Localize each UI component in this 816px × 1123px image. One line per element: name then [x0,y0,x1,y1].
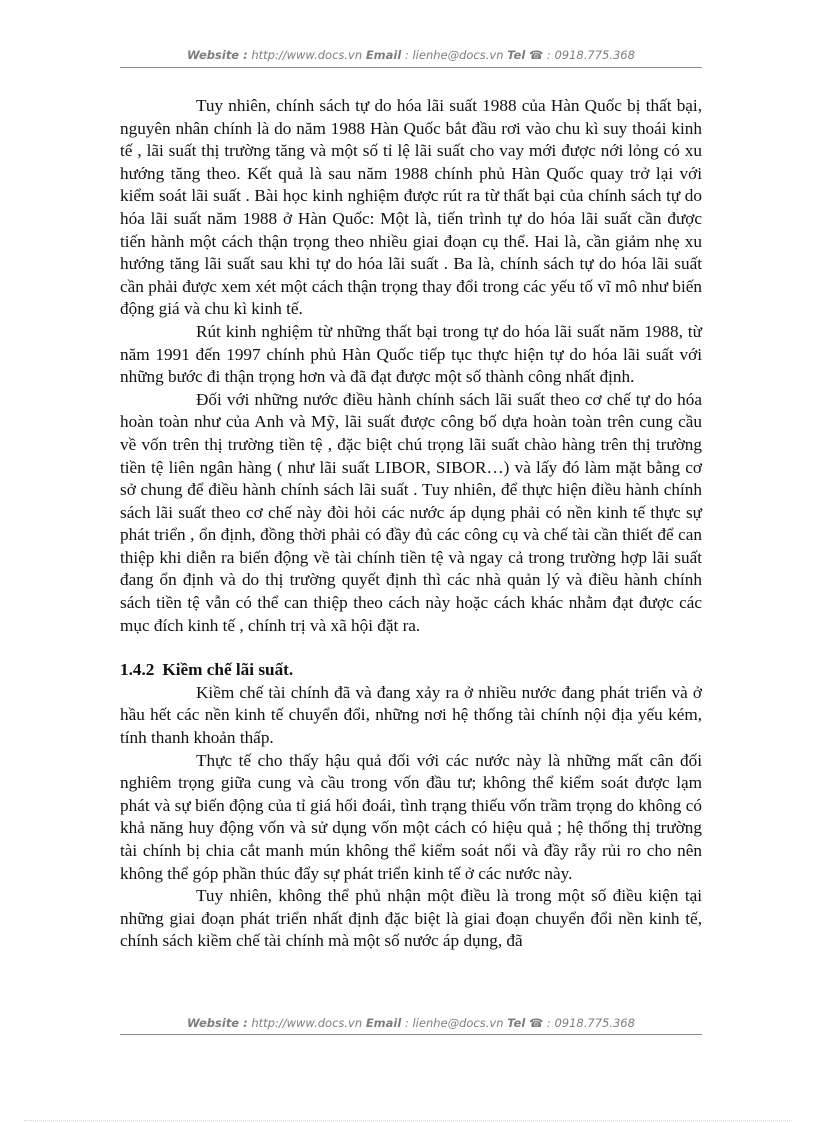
page-header [120,48,702,64]
header-tel-value: : 0918.775.368 [546,48,635,62]
footer-email-value[interactable]: : lienhe@docs.vn [404,1016,504,1030]
header-website-url[interactable]: http://www.docs.vn [251,48,363,62]
footer-website-url[interactable]: http://www.docs.vn [251,1016,363,1030]
footer-rule [120,1034,702,1035]
paragraph: Tuy nhiên, chính sách tự do hóa lãi suất 1988 của Hàn Quốc bị thất bại, nguyên nhân chính là do năm 1988 Hàn Quốc bắt đầu rơi vào chu kì suy thoái kinh tế , lãi suất thị trường tăng và một số tỉ lệ lãi suất cho vay mới được nới lỏng có xu hướng tăng theo. Kết quả là sau năm 1988 chính phủ Hàn Quốc quay trở lại với kiểm soát lãi suất . Bài học kinh nghiệm được rút ra từ thất bại của chính sách tự do hóa lãi suất năm 1988 ở Hàn Quốc: Một là, tiến trình tự do hóa lãi suất cần được tiến hành một cách thận trọng theo nhiều giai đoạn cụ thể. Hai là, cần giảm nhẹ xu hướng tăng lãi suất sau khi tự do hóa lãi suất . Ba là, chính sách tự do hóa lãi suất cần phải được xem xét một cách thận trọng thay đổi trong các yếu tố vĩ mô như biến động giá và chu kì kinh tế. [120,96,702,319]
section-heading [120,659,702,682]
header-website-label: Website : [187,48,248,62]
paragraph: Thực tế cho thấy hậu quả đối với các nước này là những mất cân đối nghiêm trọng giữa cung và cầu trong vốn đầu tư; không thể kiểm soát được lạm phát và sự biến động của tỉ giá hối đoái, tình trạng thiếu vốn trầm trọng do không có khả năng huy động vốn và sử dụng vốn một cách có hiệu quả ; hệ thống thị trường tài chính bị chia cắt manh mún không thể kiểm soát nổi và đầy rẫy rủi ro cho nên không thể góp phần thúc đẩy sự phát triển kinh tế ở các nước này. [120,750,702,883]
footer-tel-value: : 0918.775.368 [546,1016,635,1030]
page-footer [120,1016,702,1032]
footer-tel-label: Tel [507,1016,526,1030]
section-number: 1.4.2 [120,660,155,680]
header-tel-label: Tel [507,48,526,62]
paragraph: Rút kinh nghiệm từ những thất bại trong tự do hóa lãi suất năm 1988, từ năm 1991 đến 1997 chính phủ Hàn Quốc tiếp tục thực hiện tự do hóa lãi suất với những bước đi thận trọng hơn và đã đạt được một số thành công nhất định. [120,321,702,387]
paragraph: Kiềm chế tài chính đã và đang xảy ra ở nhiều nước đang phát triển và ở hầu hết các nền kinh tế chuyển đổi, những nơi hệ thống tài chính nội địa yếu kém, tính thanh khoản thấp. [120,682,702,748]
header-email-value[interactable]: : lienhe@docs.vn [404,48,504,62]
phone-icon: ☎ [528,48,544,62]
header-rule [120,67,702,68]
paragraph: Đối với những nước điều hành chính sách lãi suất theo cơ chế tự do hóa hoàn toàn như của Anh và Mỹ, lãi suất được công bố dựa hoàn toàn trên cung cầu về vốn trên thị trường tiền tệ , đặc biệt chú trọng lãi suất chào hàng trên thị trường tiền tệ liên ngân hàng ( như lãi suất LIBOR, SIBOR…) và lấy đó làm mặt bằng cơ sở chung để điều hành chính sách lãi suất . Tuy nhiên, để thực hiện điều hành chính sách lãi suất theo cơ chế này đòi hỏi các nước áp dụng phải có nền kinh tế thực sự phát triển , ổn định, đồng thời phải có đầy đủ các công cụ và chế tài cần thiết để can thiệp khi diễn ra biến động về tài chính tiền tệ và ngay cả trong trường hợp lãi suất đang ổn định và do thị trường quyết định thì các nhà quản lý và điều hành chính sách tiền tệ vẫn có thể can thiệp theo cách này hoặc cách khác nhằm đạt được các mục đích kinh tế , chính trị và xã hội đặt ra. [120,389,702,635]
section-title: Kiềm chế lãi suất. [162,660,294,680]
header-email-label: Email [365,48,402,62]
footer-email-label: Email [365,1016,402,1030]
footer-website-label: Website : [187,1016,248,1030]
phone-icon: ☎ [528,1016,544,1030]
page-bottom-border [24,1120,792,1121]
document-body [120,95,702,953]
paragraph: Tuy nhiên, không thể phủ nhận một điều là trong một số điều kiện tại những giai đoạn phát triển nhất định đặc biệt là giai đoạn chuyển đổi nền kinh tế, chính sách kiềm chế tài chính mà một số nước áp dụng, đã [120,886,702,951]
